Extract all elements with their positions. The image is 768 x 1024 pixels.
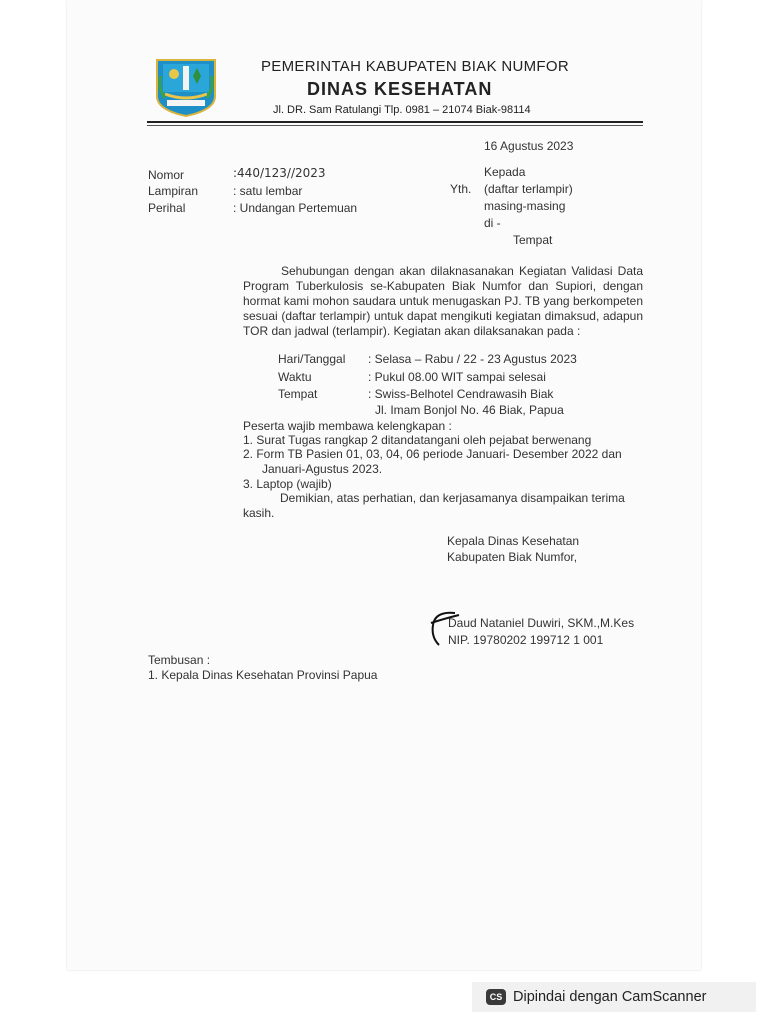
letter-date: 16 Agustus 2023 xyxy=(484,139,574,153)
closing-line-2: kasih. xyxy=(243,506,275,520)
body-paragraph: Sehubungan dengan akan dilaknasanakan Kegiatan Validasi Data Program Tuberkulosis se-Kabupaten Biak Numfor dan Supiori, dengan hormat kami mohon saudara untuk menugaskan PJ. TB yang berkompeten sesuai (daftar terlampir) untuk dapat mengikuti kegiatan dimaksud, adapun TOR dan jadwal (terlampir). Kegiatan akan dilaksanakan pada : xyxy=(243,264,643,338)
signatory-regency: Kabupaten Biak Numfor, xyxy=(447,550,578,564)
perihal-value: : Undangan Pertemuan xyxy=(233,201,358,215)
closing-line: Demikian, atas perhatian, dan kerjasamanya disampaikan terima xyxy=(280,491,625,505)
kelengkapan-item-3: 3. Laptop (wajib) xyxy=(243,477,332,491)
waktu-value: : Pukul 08.00 WIT sampai selesai xyxy=(368,370,546,384)
tembusan-label: Tembusan : xyxy=(148,653,211,667)
signatory-title: Kepala Dinas Kesehatan xyxy=(447,534,580,548)
tempat-label: Tempat xyxy=(278,387,318,401)
nomor-label: Nomor xyxy=(148,168,185,182)
signatory-nip: NIP. 19780202 199712 1 001 xyxy=(448,633,604,647)
tempat-value: : Swiss-Belhotel Cendrawasih Biak xyxy=(368,387,554,401)
letterhead-divider-thin xyxy=(147,125,643,126)
recipient-line3: di - xyxy=(484,216,501,230)
letterhead-divider xyxy=(147,121,643,123)
signatory-name: Daud Nataniel Duwiri, SKM.,M.Kes xyxy=(448,616,635,630)
hari-label: Hari/Tanggal xyxy=(278,352,346,366)
recipient-kepada: Kepada xyxy=(484,165,526,179)
camscanner-watermark xyxy=(472,982,756,1012)
kelengkapan-intro: Peserta wajib membawa kelengkapan : xyxy=(243,419,452,433)
hari-value: : Selasa – Rabu / 22 - 23 Agustus 2023 xyxy=(368,352,577,366)
document-page xyxy=(67,0,701,970)
camscanner-icon: CS xyxy=(486,989,506,1005)
recipient-yth: Yth. xyxy=(450,182,472,196)
kelengkapan-item-1: 1. Surat Tugas rangkap 2 ditandatangani oleh pejabat berwenang xyxy=(243,433,592,447)
recipient-line4: Tempat xyxy=(513,233,553,247)
lampiran-label: Lampiran xyxy=(148,184,199,198)
perihal-label: Perihal xyxy=(148,201,186,215)
camscanner-text: Dipindai dengan CamScanner xyxy=(513,989,707,1005)
tempat-address: Jl. Imam Bonjol No. 46 Biak, Papua xyxy=(375,403,564,417)
letterhead-agency: DINAS KESEHATAN xyxy=(307,79,493,99)
letterhead-government: PEMERINTAH KABUPATEN BIAK NUMFOR xyxy=(261,58,569,75)
waktu-label: Waktu xyxy=(278,370,312,384)
letterhead-address: Jl. DR. Sam Ratulangi Tlp. 0981 – 21074 Biak-98114 xyxy=(273,104,531,116)
regency-emblem xyxy=(151,56,221,118)
nomor-value: :440/123//2023 xyxy=(233,166,326,180)
recipient-line1: (daftar terlampir) xyxy=(484,182,573,196)
lampiran-value: : satu lembar xyxy=(233,184,303,198)
kelengkapan-item-2-cont: Januari-Agustus 2023. xyxy=(262,462,383,476)
kelengkapan-item-2: 2. Form TB Pasien 01, 03, 04, 06 periode Januari- Desember 2022 dan xyxy=(243,447,622,461)
tembusan-item-1: 1. Kepala Dinas Kesehatan Provinsi Papua xyxy=(148,668,378,682)
recipient-line2: masing-masing xyxy=(484,199,566,213)
signature-mark xyxy=(425,605,465,655)
